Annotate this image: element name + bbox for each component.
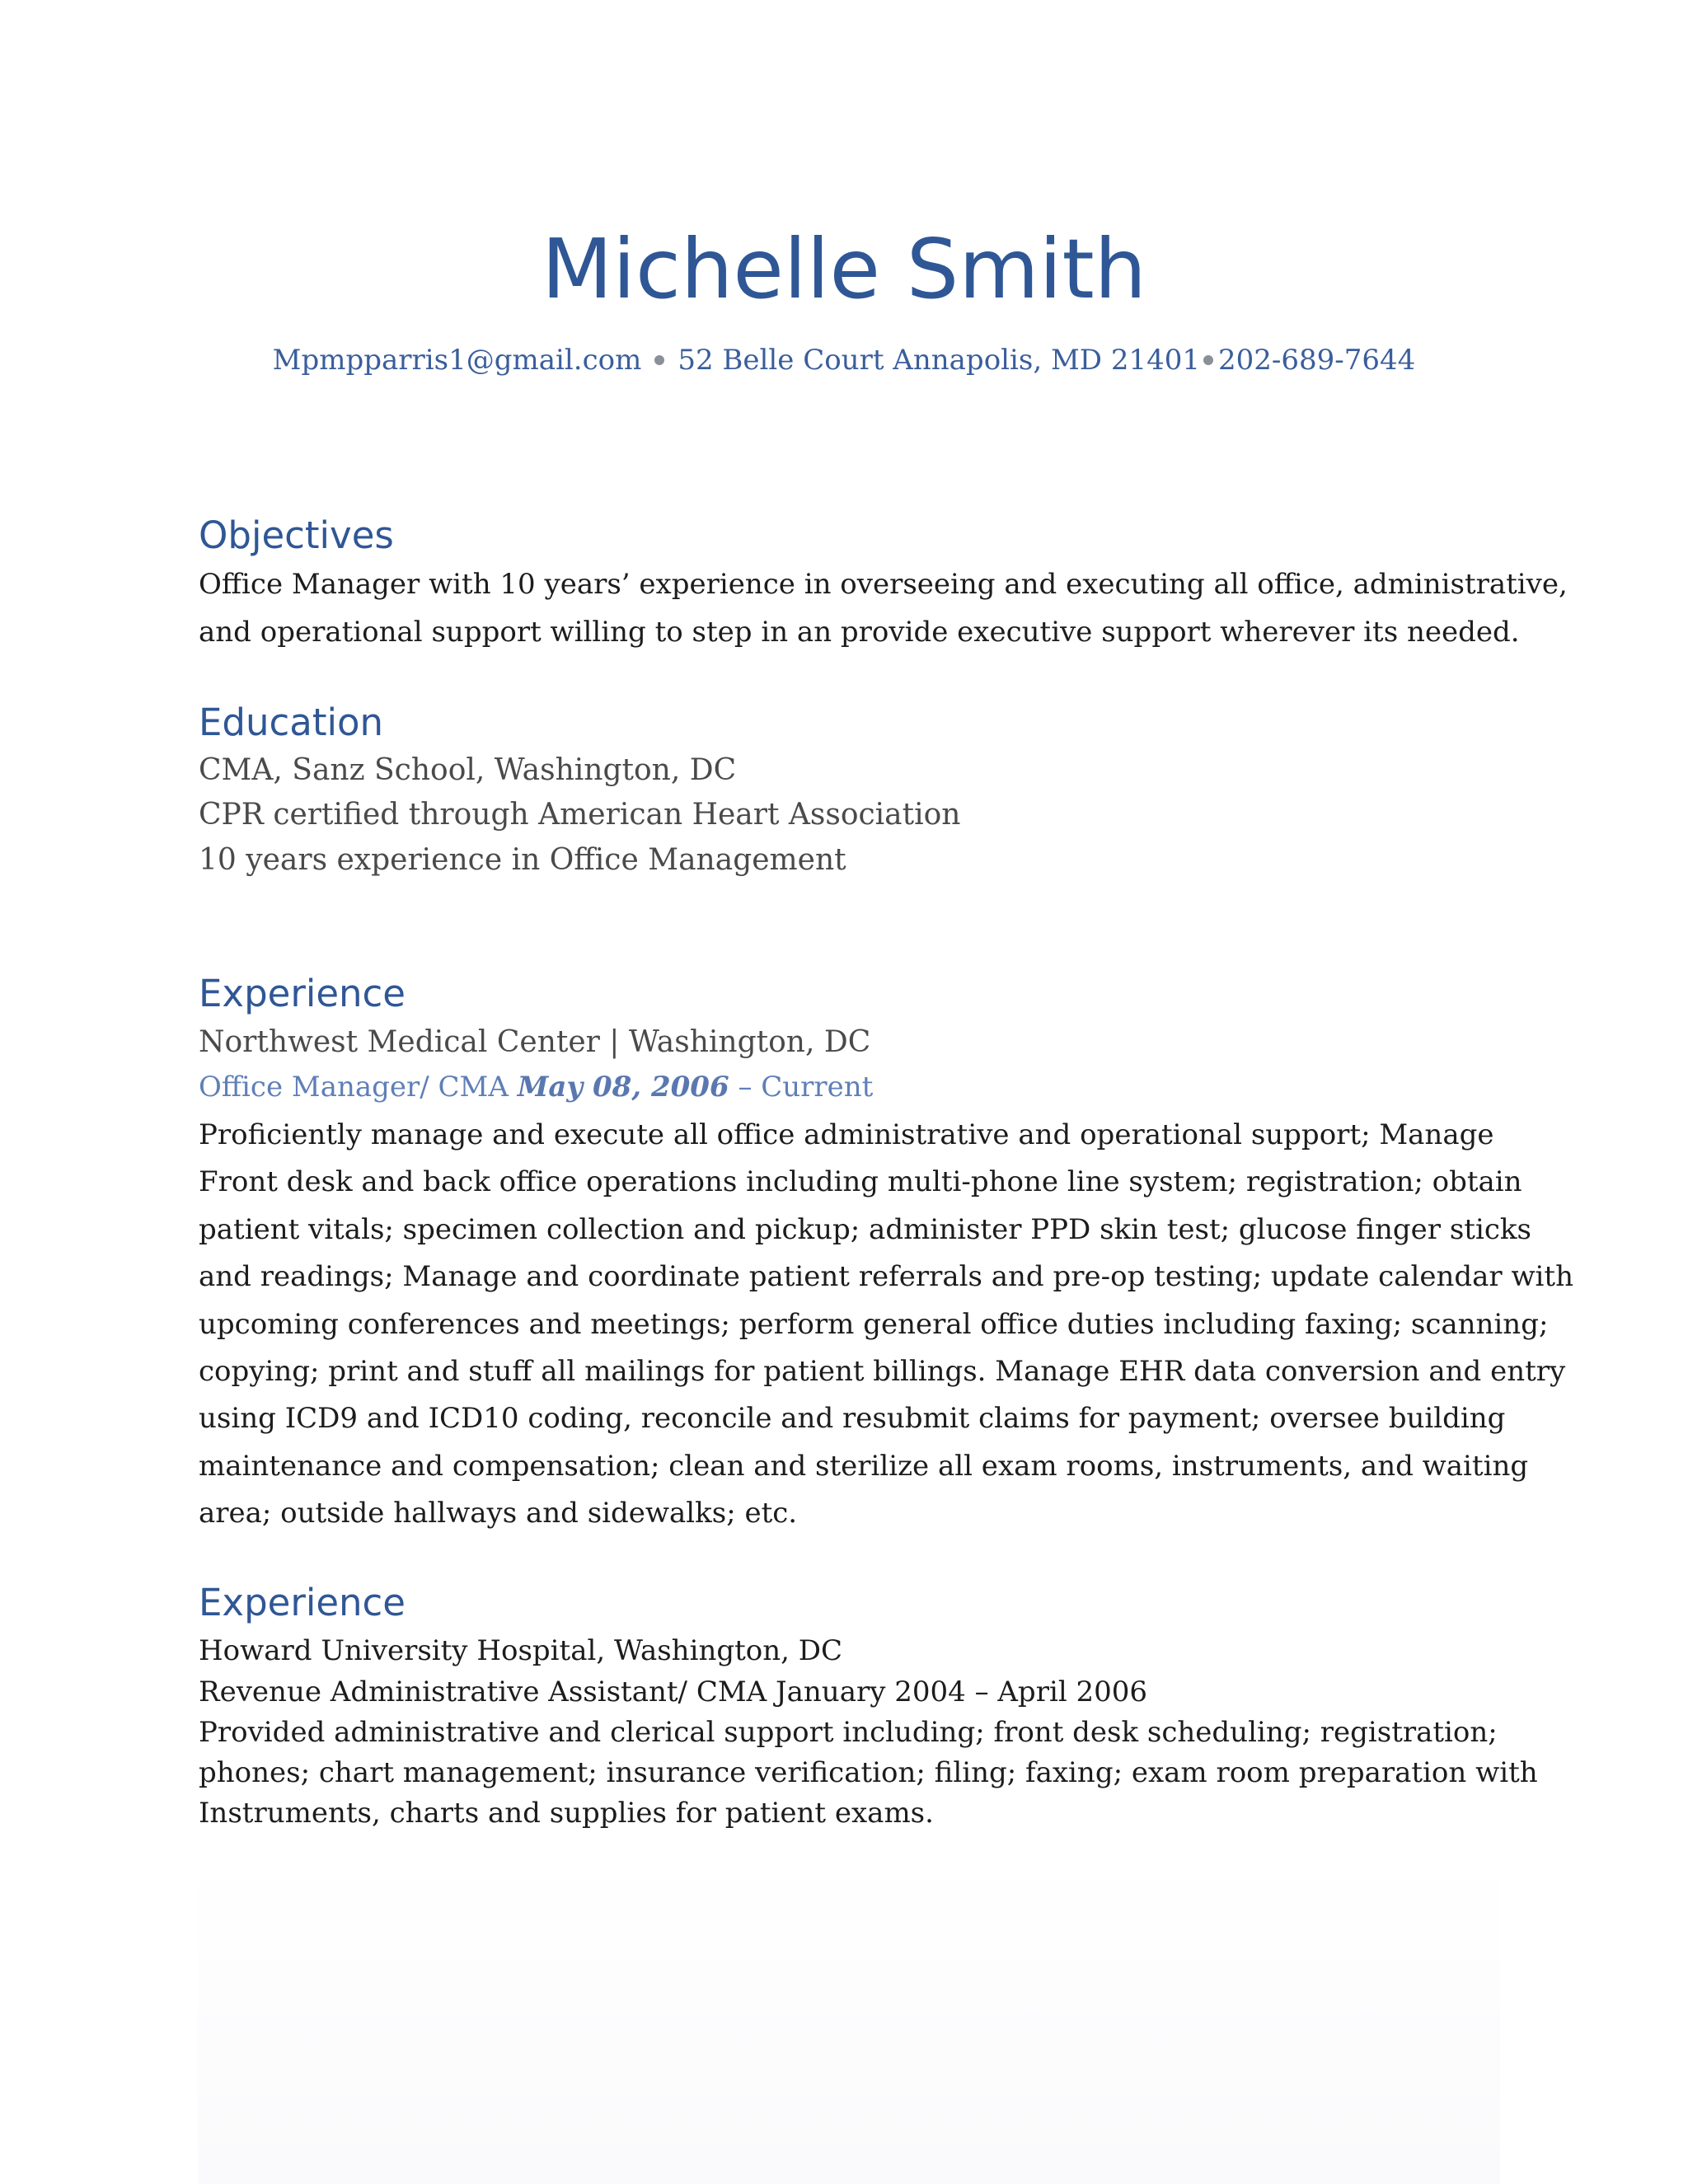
description-line: Front desk and back office operations including multi-phone line system; registration; obtain bbox=[199, 1165, 1522, 1199]
objectives-line: and operational support willing to step in an provide executive support wherever its needed. bbox=[199, 616, 1520, 649]
objectives-text bbox=[199, 560, 1568, 656]
description-line: maintenance and compensation; clean and sterilize all exam rooms, instruments, and waiting bbox=[199, 1449, 1529, 1483]
employer-line: Northwest Medical Center | Washington, DC bbox=[199, 1025, 871, 1059]
description-line: area; outside hallways and sidewalks; etc. bbox=[199, 1497, 798, 1530]
education-item: CPR certified through American Heart Association bbox=[199, 798, 961, 832]
role-line bbox=[199, 1066, 873, 1108]
email-address: Mpmpparris1@gmail.com bbox=[272, 344, 642, 377]
bullet-separator-icon bbox=[654, 355, 664, 365]
candidate-name: Michelle Smith bbox=[541, 221, 1147, 317]
street-address: 52 Belle Court Annapolis, MD 21401 bbox=[678, 344, 1201, 377]
description-line: and readings; Manage and coordinate patient referrals and pre-op testing; update calendar with bbox=[199, 1260, 1573, 1294]
experience-description bbox=[199, 1112, 1573, 1538]
description-line: Instruments, charts and supplies for patient exams. bbox=[199, 1797, 934, 1830]
education-item: CMA, Sanz School, Washington, DC bbox=[199, 753, 737, 787]
description-line: using ICD9 and ICD10 coding, reconcile and resubmit claims for payment; oversee building bbox=[199, 1402, 1506, 1436]
description-line: patient vitals; specimen collection and pickup; administer PPD skin test; glucose finger sticks bbox=[199, 1212, 1531, 1246]
objectives-line: Office Manager with 10 years’ experience in overseeing and executing all office, administrative, bbox=[199, 568, 1568, 601]
start-date: May 08, 2006 bbox=[517, 1071, 729, 1104]
experience-description bbox=[199, 1713, 1538, 1834]
phone-number: 202-689-7644 bbox=[1218, 344, 1416, 377]
employer-line: Howard University Hospital, Washington, DC bbox=[199, 1634, 843, 1667]
education-item: 10 years experience in Office Management bbox=[199, 843, 846, 877]
job-role: Office Manager/ CMA bbox=[199, 1071, 509, 1104]
experience-heading: Experience bbox=[199, 1581, 406, 1624]
end-date: – Current bbox=[738, 1071, 874, 1104]
page-background-shade bbox=[198, 1854, 1500, 2184]
description-line: Proficiently manage and execute all office administrative and operational support; Manage bbox=[199, 1118, 1494, 1151]
bullet-separator-icon bbox=[1203, 355, 1213, 365]
contact-line bbox=[0, 340, 1688, 381]
description-line: phones; chart management; insurance verification; filing; faxing; exam room preparation with bbox=[199, 1756, 1538, 1789]
description-line: copying; print and stuff all mailings for patient billings. Manage EHR data conversion and entry bbox=[199, 1355, 1566, 1389]
role-line: Revenue Administrative Assistant/ CMA January 2004 – April 2006 bbox=[199, 1675, 1148, 1708]
objectives-heading: Objectives bbox=[199, 513, 394, 557]
experience-heading: Experience bbox=[199, 972, 406, 1015]
description-line: upcoming conferences and meetings; perform general office duties including faxing; scanning; bbox=[199, 1307, 1549, 1341]
description-line: Provided administrative and clerical support including; front desk scheduling; registration; bbox=[199, 1716, 1498, 1749]
education-heading: Education bbox=[199, 701, 384, 744]
